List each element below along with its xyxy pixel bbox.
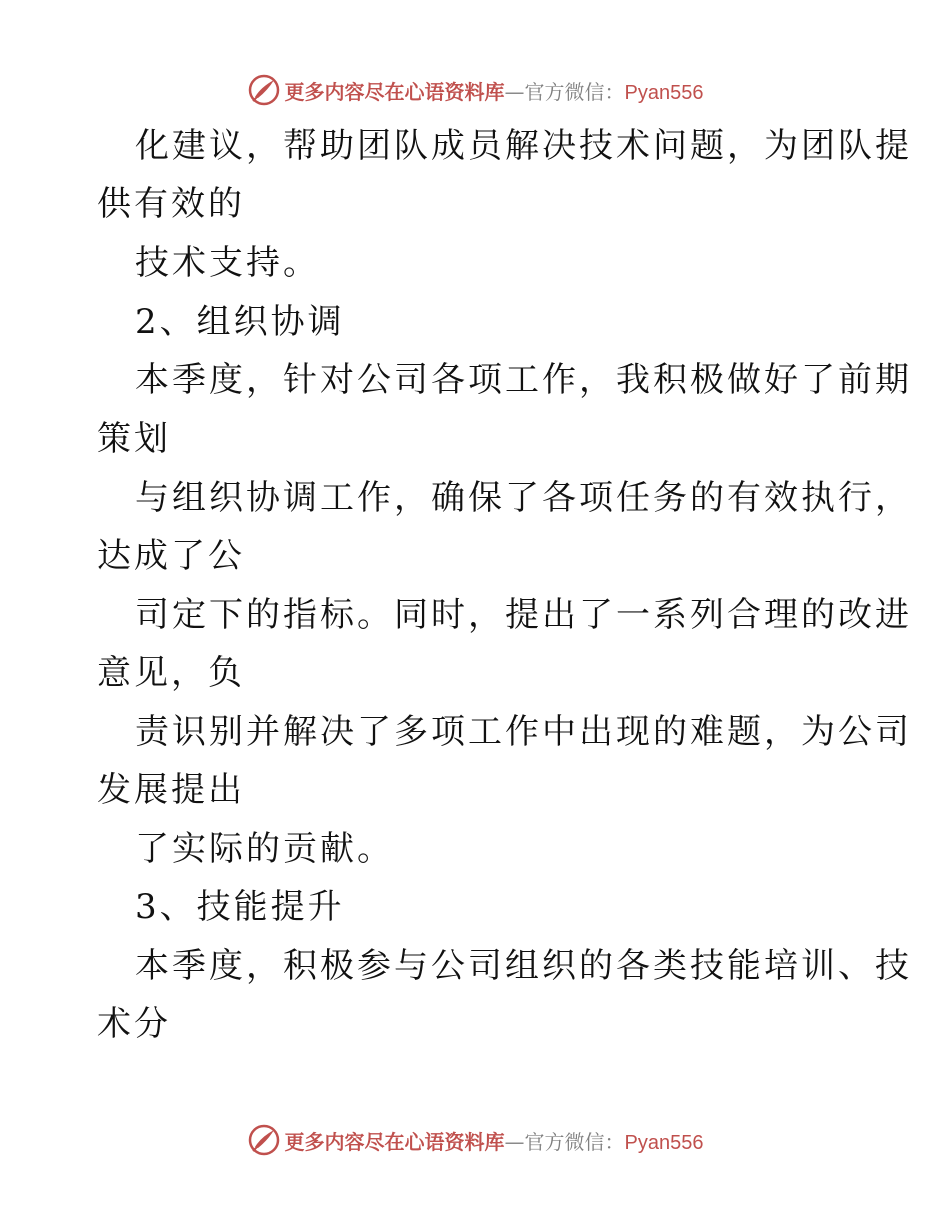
quill-seal-icon (247, 1123, 281, 1157)
text-line: 发展提出 (97, 770, 245, 810)
section-heading: 3、技能提升 (135, 887, 345, 927)
text-line: 达成了公 (97, 536, 245, 576)
footer-dash: — (504, 1129, 525, 1154)
footer-official-label: 官方微信： (524, 1129, 625, 1154)
header-official-label: 官方微信： (524, 79, 625, 104)
quill-seal-icon (247, 73, 281, 107)
text-line: 责识别并解决了多项工作中出现的难题，为公司 (135, 712, 912, 752)
header-banner-text: 更多内容尽在心语资料库 (284, 79, 505, 104)
footer-banner (0, 1120, 950, 1160)
footer-banner-text: 更多内容尽在心语资料库 (284, 1129, 505, 1154)
text-line: 意见，负 (97, 653, 245, 693)
text-line: 本季度，积极参与公司组织的各类技能培训、技 (135, 946, 912, 986)
text-line: 了实际的贡献。 (135, 829, 394, 869)
header-dash: — (504, 79, 525, 104)
text-line: 司定下的指标。同时，提出了一系列合理的改进 (135, 595, 912, 635)
footer-wechat-id: Pyan556 (624, 1131, 704, 1154)
text-line: 与组织协调工作，确保了各项任务的有效执行， (135, 478, 912, 518)
text-line: 化建议，帮助团队成员解决技术问题，为团队提 (135, 126, 912, 166)
text-line: 供有效的 (97, 184, 245, 224)
text-line: 技术支持。 (135, 243, 320, 283)
text-line: 策划 (97, 419, 171, 459)
text-line: 本季度，针对公司各项工作，我积极做好了前期 (135, 360, 912, 400)
text-line: 术分 (97, 1004, 171, 1044)
header-wechat-id: Pyan556 (624, 81, 704, 104)
header-banner (0, 70, 950, 110)
section-heading: 2、组织协调 (135, 302, 345, 342)
